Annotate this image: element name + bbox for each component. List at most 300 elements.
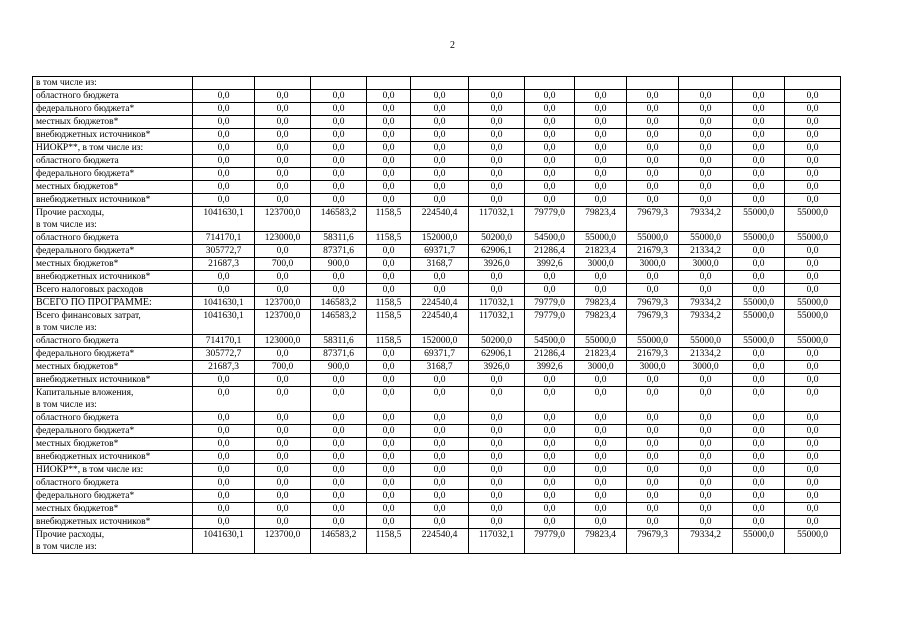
value-cell: 0,0: [733, 425, 785, 438]
value-cell: 0,0: [255, 374, 311, 387]
value-cell: 0,0: [193, 477, 255, 490]
value-cell: 146583,2: [311, 207, 367, 232]
value-cell: 0,0: [627, 129, 679, 142]
row-label-line: федерального бюджета*: [36, 349, 135, 359]
value-cell: 0,0: [255, 348, 311, 361]
value-cell: 0,0: [193, 155, 255, 168]
value-cell: 0,0: [469, 90, 525, 103]
value-cell: 305772,7: [193, 245, 255, 258]
value-cell: 0,0: [785, 516, 841, 529]
row-label: [33, 297, 193, 310]
value-cell: 55000,0: [785, 335, 841, 348]
value-cell: 58311,6: [311, 335, 367, 348]
value-cell: 0,0: [525, 387, 575, 412]
table-row: [33, 438, 841, 451]
value-cell: 0,0: [575, 425, 627, 438]
row-label: [33, 477, 193, 490]
table-row: [33, 181, 841, 194]
value-cell: 21334,2: [679, 245, 733, 258]
value-cell: 79334,2: [679, 529, 733, 554]
value-cell: 0,0: [785, 90, 841, 103]
table-row: [33, 245, 841, 258]
value-cell: 1158,5: [367, 529, 411, 554]
table-row: [33, 425, 841, 438]
value-cell: 700,0: [255, 361, 311, 374]
value-cell: 0,0: [575, 516, 627, 529]
value-cell: 79779,0: [525, 207, 575, 232]
value-cell: 0,0: [627, 425, 679, 438]
value-cell: 0,0: [733, 103, 785, 116]
value-cell: 79779,0: [525, 310, 575, 335]
value-cell: 21334,2: [679, 348, 733, 361]
value-cell: 0,0: [311, 103, 367, 116]
value-cell: 0,0: [679, 129, 733, 142]
value-cell: 0,0: [575, 464, 627, 477]
value-cell: 900,0: [311, 361, 367, 374]
value-cell: 0,0: [575, 155, 627, 168]
row-label-line: федерального бюджета*: [36, 426, 135, 436]
value-cell: 0,0: [255, 103, 311, 116]
value-cell: [193, 77, 255, 90]
row-label: [33, 168, 193, 181]
value-cell: 0,0: [255, 142, 311, 155]
value-cell: 0,0: [627, 103, 679, 116]
value-cell: 0,0: [367, 129, 411, 142]
value-cell: 0,0: [367, 477, 411, 490]
row-label: [33, 490, 193, 503]
value-cell: 0,0: [255, 129, 311, 142]
value-cell: 62906,1: [469, 348, 525, 361]
value-cell: 0,0: [733, 155, 785, 168]
value-cell: 0,0: [367, 155, 411, 168]
value-cell: 0,0: [785, 361, 841, 374]
value-cell: 0,0: [411, 425, 469, 438]
value-cell: 117032,1: [469, 529, 525, 554]
value-cell: 0,0: [785, 103, 841, 116]
value-cell: 54500,0: [525, 335, 575, 348]
row-label: [33, 284, 193, 297]
value-cell: 0,0: [575, 412, 627, 425]
value-cell: 0,0: [193, 412, 255, 425]
table-row: [33, 271, 841, 284]
value-cell: 55000,0: [733, 232, 785, 245]
value-cell: 0,0: [733, 361, 785, 374]
value-cell: 0,0: [469, 168, 525, 181]
value-cell: 0,0: [679, 181, 733, 194]
value-cell: 0,0: [367, 116, 411, 129]
value-cell: 21823,4: [575, 348, 627, 361]
table-row: [33, 529, 841, 554]
value-cell: 146583,2: [311, 310, 367, 335]
value-cell: 0,0: [575, 103, 627, 116]
value-cell: 0,0: [469, 374, 525, 387]
value-cell: 0,0: [733, 258, 785, 271]
table-row: [33, 194, 841, 207]
table-row: [33, 335, 841, 348]
value-cell: 1041630,1: [193, 207, 255, 232]
value-cell: 0,0: [193, 374, 255, 387]
value-cell: 0,0: [311, 271, 367, 284]
value-cell: 0,0: [193, 503, 255, 516]
value-cell: 0,0: [785, 284, 841, 297]
value-cell: 0,0: [733, 438, 785, 451]
value-cell: 0,0: [311, 90, 367, 103]
row-label: [33, 310, 193, 335]
value-cell: 79823,4: [575, 529, 627, 554]
value-cell: 0,0: [525, 477, 575, 490]
value-cell: 0,0: [679, 451, 733, 464]
value-cell: 1158,5: [367, 207, 411, 232]
row-label-line: Прочие расходы,: [36, 530, 105, 540]
value-cell: 0,0: [311, 284, 367, 297]
value-cell: 0,0: [525, 116, 575, 129]
value-cell: 0,0: [193, 116, 255, 129]
value-cell: 0,0: [311, 181, 367, 194]
value-cell: 0,0: [575, 129, 627, 142]
value-cell: 0,0: [679, 516, 733, 529]
value-cell: [627, 77, 679, 90]
value-cell: 0,0: [411, 490, 469, 503]
value-cell: 79823,4: [575, 297, 627, 310]
value-cell: 0,0: [679, 155, 733, 168]
value-cell: 54500,0: [525, 232, 575, 245]
value-cell: 0,0: [679, 271, 733, 284]
value-cell: 0,0: [575, 90, 627, 103]
row-label-line: областного бюджета: [36, 336, 119, 346]
value-cell: 0,0: [785, 387, 841, 412]
value-cell: 0,0: [627, 387, 679, 412]
row-label-line: федерального бюджета*: [36, 246, 135, 256]
table-row: [33, 232, 841, 245]
value-cell: 0,0: [575, 477, 627, 490]
value-cell: 0,0: [679, 438, 733, 451]
table-row: [33, 310, 841, 335]
value-cell: 55000,0: [785, 297, 841, 310]
value-cell: 0,0: [255, 155, 311, 168]
value-cell: 0,0: [311, 374, 367, 387]
value-cell: 3168,7: [411, 258, 469, 271]
value-cell: 0,0: [627, 516, 679, 529]
row-label-line: Всего налоговых расходов: [36, 285, 143, 295]
value-cell: 0,0: [679, 503, 733, 516]
value-cell: 0,0: [785, 438, 841, 451]
table-row: [33, 284, 841, 297]
value-cell: 79823,4: [575, 310, 627, 335]
row-label-line: федерального бюджета*: [36, 169, 135, 179]
value-cell: 50200,0: [469, 335, 525, 348]
value-cell: 0,0: [193, 438, 255, 451]
value-cell: 0,0: [679, 194, 733, 207]
value-cell: 55000,0: [679, 232, 733, 245]
value-cell: 0,0: [311, 142, 367, 155]
table-row: [33, 90, 841, 103]
value-cell: 0,0: [193, 194, 255, 207]
value-cell: 0,0: [411, 374, 469, 387]
value-cell: 0,0: [469, 516, 525, 529]
value-cell: 0,0: [367, 168, 411, 181]
value-cell: 0,0: [469, 490, 525, 503]
row-label: [33, 529, 193, 554]
value-cell: 0,0: [469, 194, 525, 207]
value-cell: 0,0: [525, 103, 575, 116]
value-cell: 0,0: [367, 348, 411, 361]
page-number: 2: [450, 40, 455, 51]
value-cell: 0,0: [785, 490, 841, 503]
value-cell: 152000,0: [411, 335, 469, 348]
value-cell: 0,0: [255, 116, 311, 129]
row-label: [33, 90, 193, 103]
value-cell: 0,0: [469, 142, 525, 155]
value-cell: 0,0: [733, 168, 785, 181]
value-cell: 0,0: [627, 438, 679, 451]
row-label: [33, 77, 193, 90]
value-cell: 0,0: [255, 284, 311, 297]
row-label-line: внебюджетных источников*: [36, 272, 151, 282]
value-cell: 0,0: [627, 490, 679, 503]
value-cell: [679, 77, 733, 90]
value-cell: 0,0: [255, 464, 311, 477]
value-cell: 0,0: [785, 258, 841, 271]
value-cell: 123700,0: [255, 529, 311, 554]
value-cell: 0,0: [785, 194, 841, 207]
value-cell: 0,0: [525, 284, 575, 297]
value-cell: 1158,5: [367, 335, 411, 348]
value-cell: 0,0: [785, 245, 841, 258]
value-cell: 55000,0: [785, 207, 841, 232]
value-cell: 305772,7: [193, 348, 255, 361]
value-cell: 55000,0: [785, 529, 841, 554]
row-label: [33, 348, 193, 361]
value-cell: 3992,6: [525, 258, 575, 271]
value-cell: 117032,1: [469, 297, 525, 310]
value-cell: 0,0: [411, 438, 469, 451]
row-label: [33, 438, 193, 451]
value-cell: 0,0: [255, 245, 311, 258]
value-cell: 3000,0: [679, 258, 733, 271]
value-cell: 0,0: [575, 181, 627, 194]
value-cell: 3000,0: [575, 361, 627, 374]
value-cell: 0,0: [255, 490, 311, 503]
row-label: [33, 451, 193, 464]
value-cell: 714170,1: [193, 335, 255, 348]
value-cell: 0,0: [575, 438, 627, 451]
value-cell: 0,0: [193, 284, 255, 297]
value-cell: 0,0: [785, 168, 841, 181]
value-cell: 714170,1: [193, 232, 255, 245]
value-cell: 152000,0: [411, 232, 469, 245]
row-label: [33, 181, 193, 194]
row-label: [33, 425, 193, 438]
value-cell: 0,0: [575, 168, 627, 181]
value-cell: 0,0: [525, 374, 575, 387]
row-label: [33, 258, 193, 271]
row-label: [33, 374, 193, 387]
row-label: [33, 412, 193, 425]
value-cell: 79679,3: [627, 207, 679, 232]
value-cell: 117032,1: [469, 207, 525, 232]
row-label-line-2: в том числе из:: [36, 400, 97, 410]
row-label: [33, 142, 193, 155]
value-cell: 0,0: [367, 503, 411, 516]
value-cell: 123700,0: [255, 207, 311, 232]
value-cell: 0,0: [575, 374, 627, 387]
row-label-line: местных бюджетов*: [36, 182, 119, 192]
value-cell: 0,0: [575, 387, 627, 412]
value-cell: 0,0: [469, 129, 525, 142]
value-cell: 55000,0: [733, 529, 785, 554]
value-cell: 0,0: [411, 271, 469, 284]
row-label-line: местных бюджетов*: [36, 362, 119, 372]
value-cell: 123000,0: [255, 232, 311, 245]
value-cell: 0,0: [785, 464, 841, 477]
value-cell: 21286,4: [525, 245, 575, 258]
value-cell: 0,0: [525, 490, 575, 503]
value-cell: 0,0: [627, 464, 679, 477]
row-label-line: Капитальные вложения,: [36, 388, 134, 398]
value-cell: 0,0: [627, 116, 679, 129]
value-cell: 0,0: [311, 116, 367, 129]
value-cell: 3000,0: [575, 258, 627, 271]
value-cell: 0,0: [255, 451, 311, 464]
value-cell: 0,0: [785, 129, 841, 142]
value-cell: 0,0: [367, 490, 411, 503]
value-cell: 0,0: [367, 412, 411, 425]
row-label: [33, 116, 193, 129]
value-cell: 0,0: [525, 142, 575, 155]
value-cell: 55000,0: [679, 335, 733, 348]
value-cell: [255, 77, 311, 90]
value-cell: 0,0: [679, 387, 733, 412]
value-cell: 0,0: [469, 284, 525, 297]
value-cell: 0,0: [525, 412, 575, 425]
value-cell: 0,0: [469, 425, 525, 438]
value-cell: 0,0: [193, 387, 255, 412]
value-cell: 0,0: [785, 181, 841, 194]
value-cell: 69371,7: [411, 348, 469, 361]
row-label: [33, 503, 193, 516]
value-cell: 123700,0: [255, 297, 311, 310]
value-cell: 900,0: [311, 258, 367, 271]
value-cell: 3000,0: [627, 361, 679, 374]
value-cell: 0,0: [525, 451, 575, 464]
row-label-line: внебюджетных источников*: [36, 195, 151, 205]
value-cell: 55000,0: [733, 297, 785, 310]
value-cell: 0,0: [525, 194, 575, 207]
table-row: [33, 207, 841, 232]
value-cell: 0,0: [255, 503, 311, 516]
value-cell: [367, 77, 411, 90]
value-cell: 55000,0: [575, 232, 627, 245]
value-cell: 0,0: [193, 490, 255, 503]
value-cell: 0,0: [679, 116, 733, 129]
value-cell: 0,0: [733, 451, 785, 464]
value-cell: 0,0: [679, 374, 733, 387]
value-cell: 0,0: [411, 194, 469, 207]
value-cell: 3000,0: [679, 361, 733, 374]
value-cell: 0,0: [469, 464, 525, 477]
value-cell: 0,0: [733, 412, 785, 425]
value-cell: 0,0: [411, 142, 469, 155]
table-row: [33, 116, 841, 129]
value-cell: 0,0: [367, 438, 411, 451]
value-cell: 55000,0: [733, 310, 785, 335]
value-cell: 55000,0: [575, 335, 627, 348]
row-label-line: федерального бюджета*: [36, 104, 135, 114]
row-label-line: областного бюджета: [36, 413, 119, 423]
value-cell: 0,0: [679, 412, 733, 425]
value-cell: 0,0: [575, 490, 627, 503]
value-cell: 79679,3: [627, 529, 679, 554]
value-cell: 0,0: [627, 374, 679, 387]
table-row: [33, 168, 841, 181]
row-label-line: областного бюджета: [36, 156, 119, 166]
value-cell: 0,0: [785, 451, 841, 464]
value-cell: 79779,0: [525, 297, 575, 310]
value-cell: 0,0: [525, 438, 575, 451]
value-cell: 21286,4: [525, 348, 575, 361]
value-cell: 0,0: [525, 155, 575, 168]
value-cell: 224540,4: [411, 207, 469, 232]
value-cell: 0,0: [525, 503, 575, 516]
value-cell: 0,0: [785, 116, 841, 129]
value-cell: 0,0: [367, 451, 411, 464]
value-cell: 3168,7: [411, 361, 469, 374]
value-cell: 0,0: [367, 181, 411, 194]
row-label-line: Прочие расходы,: [36, 208, 105, 218]
value-cell: 0,0: [525, 516, 575, 529]
value-cell: 0,0: [525, 464, 575, 477]
row-label: [33, 194, 193, 207]
value-cell: 0,0: [679, 464, 733, 477]
value-cell: 117032,1: [469, 310, 525, 335]
value-cell: [411, 77, 469, 90]
value-cell: 0,0: [679, 142, 733, 155]
table-row: [33, 516, 841, 529]
value-cell: 0,0: [733, 271, 785, 284]
row-label-line: федерального бюджета*: [36, 491, 135, 501]
value-cell: 0,0: [469, 155, 525, 168]
value-cell: 0,0: [469, 477, 525, 490]
value-cell: 79679,3: [627, 297, 679, 310]
value-cell: 0,0: [193, 451, 255, 464]
value-cell: 0,0: [575, 194, 627, 207]
value-cell: 79334,2: [679, 207, 733, 232]
value-cell: 0,0: [255, 438, 311, 451]
value-cell: 0,0: [411, 387, 469, 412]
value-cell: 0,0: [255, 477, 311, 490]
value-cell: 0,0: [367, 374, 411, 387]
value-cell: 0,0: [469, 387, 525, 412]
value-cell: 0,0: [785, 477, 841, 490]
value-cell: 0,0: [733, 374, 785, 387]
value-cell: 79823,4: [575, 207, 627, 232]
value-cell: 0,0: [469, 451, 525, 464]
value-cell: [575, 77, 627, 90]
value-cell: 0,0: [193, 181, 255, 194]
value-cell: 0,0: [679, 490, 733, 503]
row-label-line: местных бюджетов*: [36, 259, 119, 269]
value-cell: 0,0: [411, 412, 469, 425]
row-label-line: в том числе из:: [36, 78, 97, 88]
value-cell: [311, 77, 367, 90]
value-cell: 0,0: [733, 348, 785, 361]
value-cell: 3926,0: [469, 258, 525, 271]
value-cell: 0,0: [411, 503, 469, 516]
value-cell: 0,0: [679, 90, 733, 103]
value-cell: 1041630,1: [193, 529, 255, 554]
value-cell: 0,0: [255, 181, 311, 194]
value-cell: 0,0: [193, 425, 255, 438]
